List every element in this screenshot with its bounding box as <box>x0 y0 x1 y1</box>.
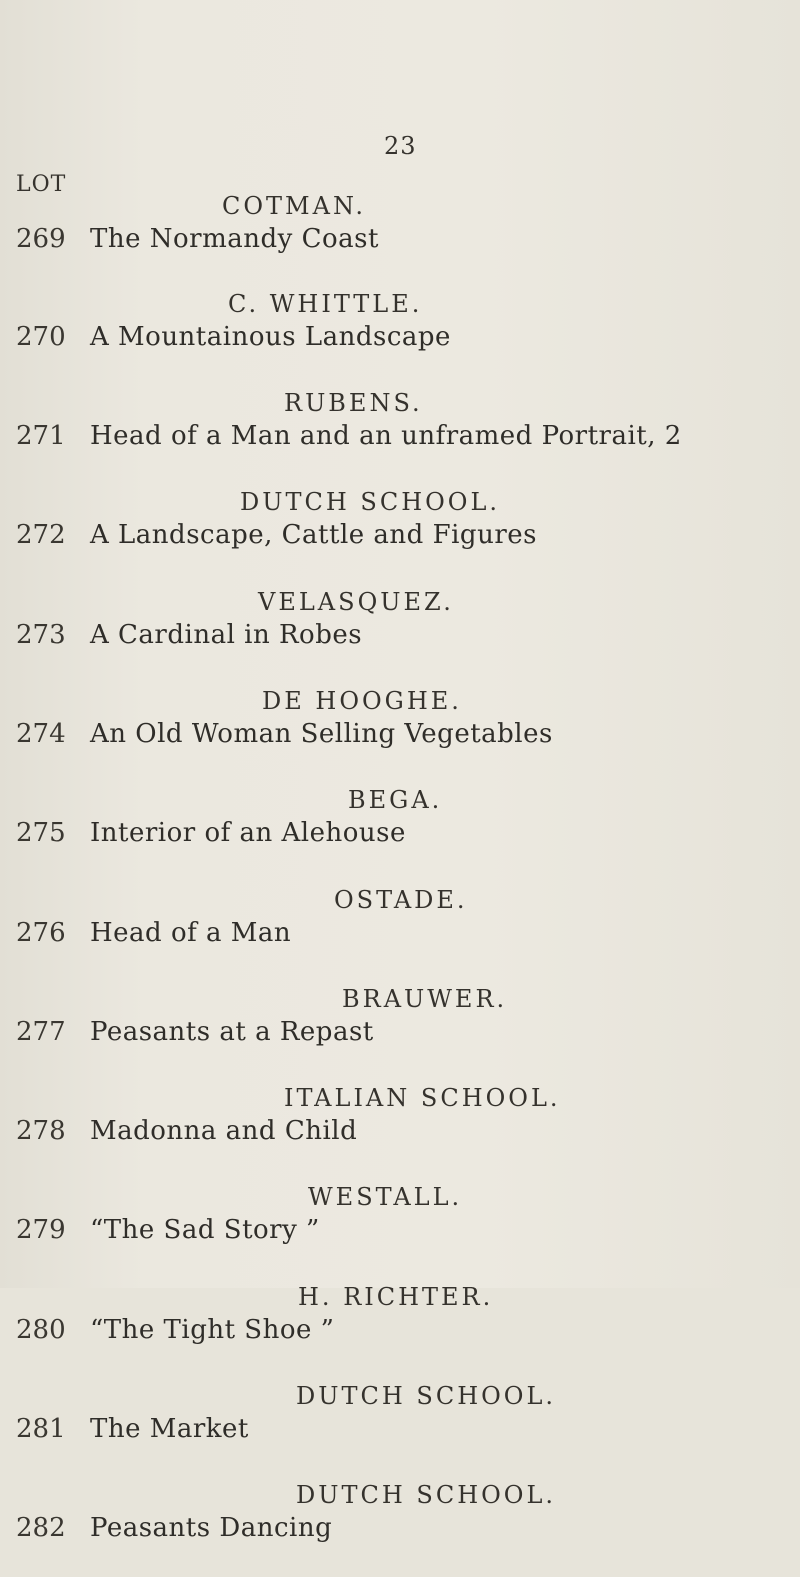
painting-title: A Landscape, Cattle and Figures <box>90 520 537 550</box>
painting-title: An Old Woman Selling Vegetables <box>90 719 553 749</box>
painting-title: The Market <box>90 1414 249 1444</box>
artist-name: DE HOOGHE. <box>262 687 462 715</box>
lot-number: 270 <box>16 322 66 352</box>
lot-number: 278 <box>16 1116 66 1146</box>
artist-name: VELASQUEZ. <box>258 588 454 616</box>
lot-number: 281 <box>16 1414 66 1444</box>
lot-entry-272 <box>0 488 800 584</box>
artist-name: OSTADE. <box>334 886 468 914</box>
lot-entry-278 <box>0 1084 800 1180</box>
painting-title: Madonna and Child <box>90 1116 358 1146</box>
lot-column-header: LOT <box>16 172 67 197</box>
lot-entry-271 <box>0 389 800 485</box>
lot-entry-279 <box>0 1183 800 1279</box>
artist-name: ITALIAN SCHOOL. <box>284 1084 561 1112</box>
artist-name: WESTALL. <box>308 1183 463 1211</box>
painting-title: The Normandy Coast <box>90 224 379 254</box>
lot-entry-280 <box>0 1283 800 1379</box>
artist-name: BEGA. <box>348 786 443 814</box>
artist-name: H. RICHTER. <box>298 1283 494 1311</box>
lot-entry-281 <box>0 1382 800 1478</box>
lot-number: 269 <box>16 224 66 254</box>
page-number: 23 <box>384 132 417 160</box>
lot-entry-269 <box>0 192 800 288</box>
painting-title: Head of a Man <box>90 918 292 948</box>
lot-entry-277 <box>0 985 800 1081</box>
lot-number: 277 <box>16 1017 66 1047</box>
lot-number: 272 <box>16 520 66 550</box>
lot-number: 279 <box>16 1215 66 1245</box>
lot-number: 282 <box>16 1513 66 1543</box>
artist-name: C. WHITTLE. <box>228 290 423 318</box>
painting-title: Interior of an Alehouse <box>90 818 406 848</box>
lot-number: 271 <box>16 421 66 451</box>
artist-name: BRAUWER. <box>342 985 508 1013</box>
lot-number: 275 <box>16 818 66 848</box>
painting-title: Head of a Man and an unframed Portrait, 2 <box>90 421 682 451</box>
lot-entry-274 <box>0 687 800 783</box>
lot-entry-275 <box>0 786 800 882</box>
artist-name: RUBENS. <box>284 389 423 417</box>
artist-name: DUTCH SCHOOL. <box>296 1382 557 1410</box>
lot-entry-273 <box>0 588 800 684</box>
lot-entry-270 <box>0 290 800 386</box>
painting-title: A Cardinal in Robes <box>90 620 363 650</box>
lot-number: 276 <box>16 918 66 948</box>
artist-name: DUTCH SCHOOL. <box>240 488 501 516</box>
artist-name: COTMAN. <box>222 192 367 220</box>
lot-number: 273 <box>16 620 66 650</box>
artist-name: DUTCH SCHOOL. <box>296 1481 557 1509</box>
painting-title: Peasants at a Repast <box>90 1017 374 1047</box>
painting-title: “The Tight Shoe ” <box>90 1315 335 1345</box>
painting-title: A Mountainous Landscape <box>90 322 451 352</box>
painting-title: “The Sad Story ” <box>90 1215 320 1245</box>
lot-entry-276 <box>0 886 800 982</box>
painting-title: Peasants Dancing <box>90 1513 333 1543</box>
lot-number: 280 <box>16 1315 66 1345</box>
lot-number: 274 <box>16 719 66 749</box>
lot-entry-282 <box>0 1481 800 1577</box>
